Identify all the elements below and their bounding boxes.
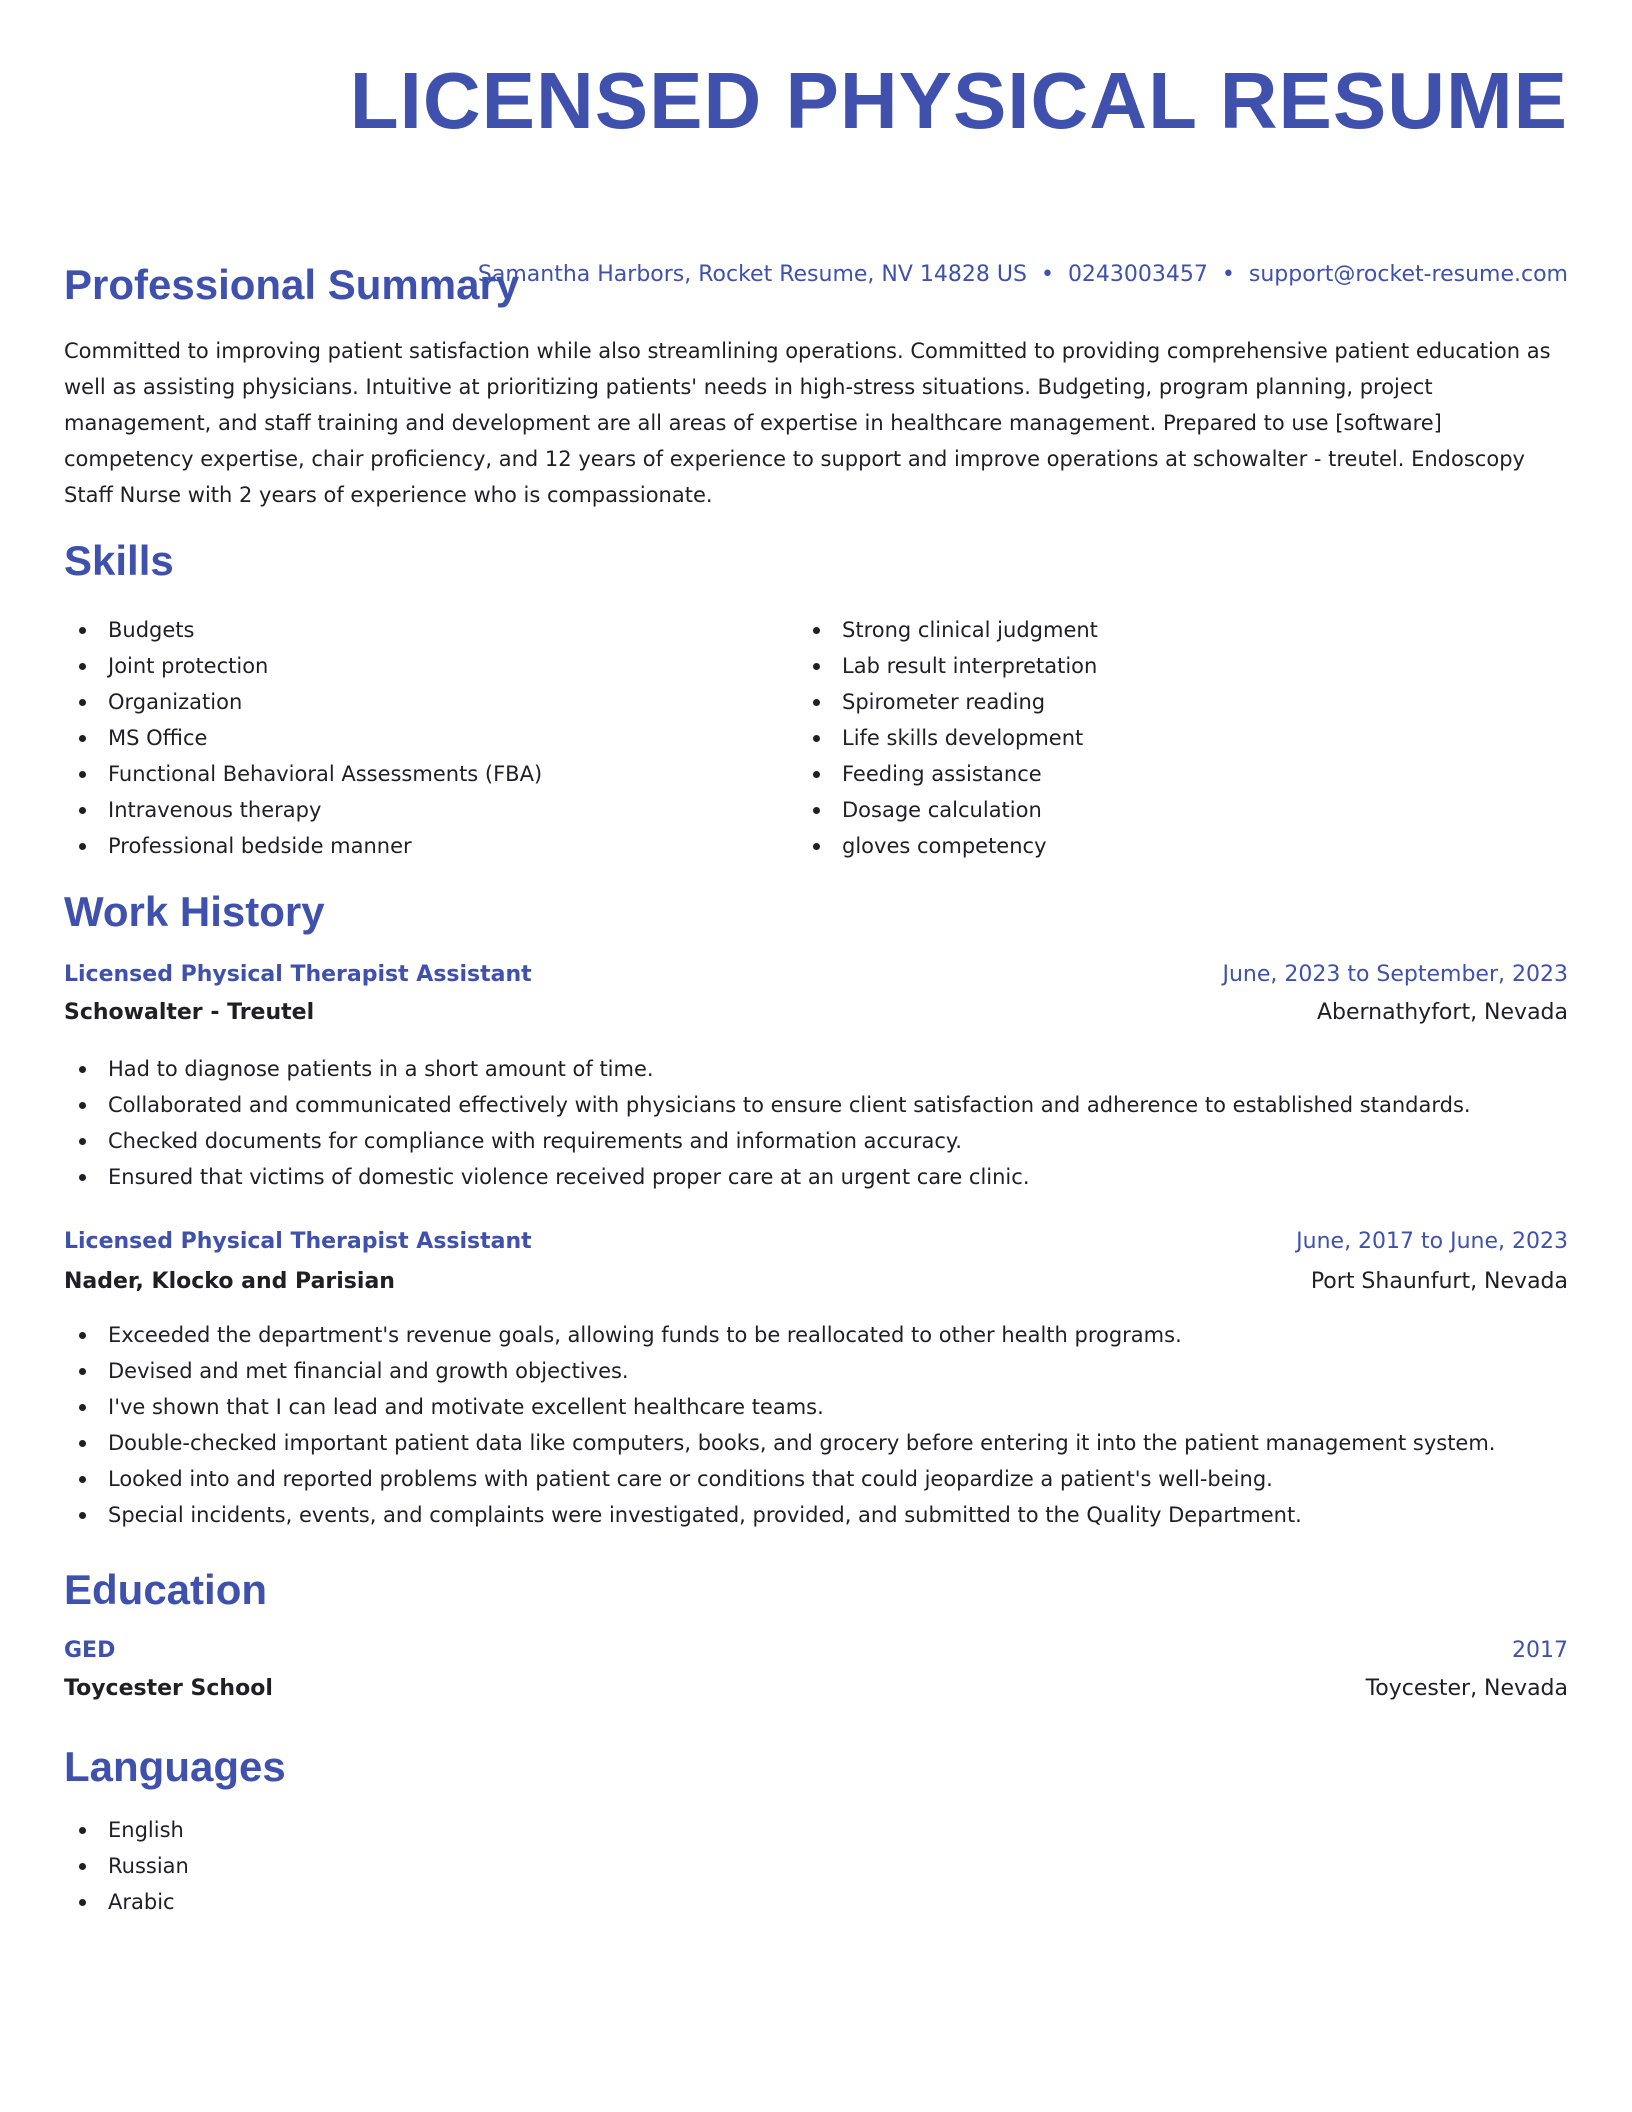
job-bullet: Looked into and reported problems with patient care or conditions that could jeopardize a patient's well-being. (64, 1461, 1568, 1497)
skill-item: Strong clinical judgment (798, 612, 1498, 648)
skill-item: Organization (64, 684, 764, 720)
work-heading: Work History (64, 888, 325, 935)
job-title: Licensed Physical Therapist Assistant (64, 962, 532, 987)
job-dates: June, 2017 to June, 2023 (1296, 1229, 1568, 1254)
job-location: Abernathyfort, Nevada (1316, 1000, 1568, 1025)
resume-title: LICENSED PHYSICAL RESUME (349, 56, 1568, 145)
job-bullet: Ensured that victims of domestic violence received proper care at an urgent care clinic. (64, 1159, 1568, 1195)
education-degree: GED (64, 1638, 116, 1663)
job-subheader (64, 1269, 1568, 1294)
skill-item: Life skills development (798, 720, 1498, 756)
skill-item: Lab result interpretation (798, 648, 1498, 684)
skills-heading: Skills (64, 537, 174, 584)
languages-list (64, 1812, 1568, 1920)
language-item: English (64, 1812, 1568, 1848)
job-company: Schowalter - Treutel (64, 1000, 315, 1025)
job-bullets (64, 1051, 1568, 1195)
job-bullet: Checked documents for compliance with requirements and information accuracy. (64, 1123, 1568, 1159)
skills-list-left (64, 612, 764, 864)
contact-separator: • (1221, 262, 1235, 287)
job-title: Licensed Physical Therapist Assistant (64, 1229, 532, 1254)
skill-item: Joint protection (64, 648, 764, 684)
job-company: Nader, Klocko and Parisian (64, 1269, 395, 1294)
job-bullet: I've shown that I can lead and motivate excellent healthcare teams. (64, 1389, 1568, 1425)
skill-item: Professional bedside manner (64, 828, 764, 864)
education-subheader (64, 1676, 1568, 1701)
contact-separator: • (1040, 262, 1054, 287)
skill-item: Budgets (64, 612, 764, 648)
job-bullet: Special incidents, events, and complaints were investigated, provided, and submitted to the Quality Department. (64, 1497, 1568, 1533)
education-location: Toycester, Nevada (1365, 1676, 1568, 1701)
contact-email: support@rocket-resume.com (1248, 262, 1568, 287)
job-location: Port Shaunfurt, Nevada (1310, 1269, 1568, 1294)
skill-item: MS Office (64, 720, 764, 756)
education-header (64, 1638, 1568, 1663)
education-heading: Education (64, 1566, 268, 1613)
contact-address: Samantha Harbors, Rocket Resume, NV 14828 US (477, 262, 1027, 287)
skill-item: Spirometer reading (798, 684, 1498, 720)
skill-item: gloves competency (798, 828, 1498, 864)
skills-list-right (798, 612, 1498, 864)
job-bullet: Had to diagnose patients in a short amount of time. (64, 1051, 1568, 1087)
job-bullets (64, 1317, 1568, 1533)
summary-text: Committed to improving patient satisfaction while also streamlining operations. Committed to providing comprehensive patient education as well as assisting physicians. Intuitive at prioritizing patients' needs in high-stress situations. Budgeting, program planning, project management, and staff training and development are all areas of expertise in healthcare management. Prepared to use [software] competency expertise, chair proficiency, and 12 years of experience to support and improve operations at schowalter - treutel. Endoscopy Staff Nurse with 2 years of experience who is compassionate. (64, 339, 1551, 507)
job-bullet: Double-checked important patient data like computers, books, and grocery before entering it into the patient management system. (64, 1425, 1568, 1461)
skill-item: Functional Behavioral Assessments (FBA) (64, 756, 764, 792)
job-header (64, 1229, 1568, 1254)
language-item: Russian (64, 1848, 1568, 1884)
job-subheader (64, 1000, 1568, 1025)
education-year: 2017 (1512, 1638, 1568, 1663)
job-header (64, 962, 1568, 987)
contact-line (478, 262, 1568, 287)
contact-phone: 0243003457 (1067, 262, 1208, 287)
languages-heading: Languages (64, 1743, 286, 1790)
education-school: Toycester School (64, 1676, 273, 1701)
job-bullet: Devised and met financial and growth objectives. (64, 1353, 1568, 1389)
skill-item: Intravenous therapy (64, 792, 764, 828)
language-item: Arabic (64, 1884, 1568, 1920)
job-dates: June, 2023 to September, 2023 (1222, 962, 1568, 987)
job-bullet: Exceeded the department's revenue goals, allowing funds to be reallocated to other health programs. (64, 1317, 1568, 1353)
skill-item: Feeding assistance (798, 756, 1498, 792)
summary-heading: Professional Summary (64, 261, 520, 308)
skill-item: Dosage calculation (798, 792, 1498, 828)
job-bullet: Collaborated and communicated effectively with physicians to ensure client satisfaction and adherence to established standards. (64, 1087, 1568, 1123)
